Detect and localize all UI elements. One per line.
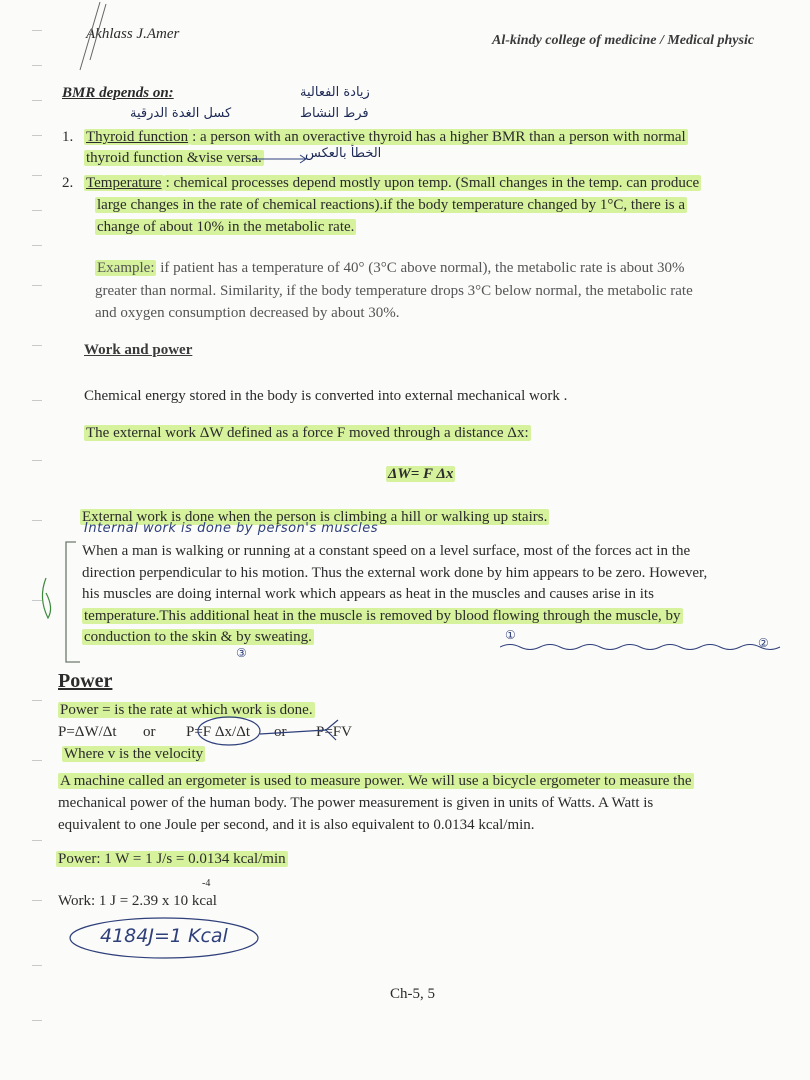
arrow-mark: [250, 154, 310, 164]
page-number: Ch-5, 5: [390, 986, 435, 1002]
ergometer-line1: A machine called an ergometer is used to measure power. We will use a bicycle ergometer to measure the: [60, 773, 692, 789]
work-formula: ΔW= F Δx: [388, 466, 454, 482]
work-units: Work: 1 J = 2.39 x 10 kcal: [58, 893, 217, 909]
internal-work-paragraph: [82, 541, 780, 649]
thyroid-term: Thyroid function: [86, 129, 189, 145]
arabic-note-hypothyroid: كسل الغدة الدرقية: [130, 106, 232, 121]
ergometer-line3: equivalent to one Joule per second, and it is also equivalent to 0.0134 kcal/min.: [58, 817, 535, 833]
example-line2: greater than normal. Similarity, if the body temperature drops 3°C below normal, the metabolic rate: [95, 283, 693, 299]
work-line2: The external work ΔW defined as a force F moved through a distance Δx:: [86, 425, 529, 441]
para-line3: his muscles are doing internal work which appears as heat in the muscles and causes arise in its: [82, 586, 654, 602]
para-line5: conduction to the skin & by sweating.: [84, 629, 312, 645]
handwritten-kcal-note: 4184J=1 Kcal: [100, 925, 228, 947]
circled-mark-3: ③: [236, 646, 247, 660]
list-item-1-number: 1.: [62, 129, 74, 145]
work-units-exponent: -4: [202, 878, 211, 889]
power-formula-b: P=F Δx/Δt: [186, 724, 251, 740]
circled-mark-1: ①: [505, 628, 516, 642]
handwritten-internal-work-note: Internal work is done by person's muscles: [84, 521, 378, 536]
course-title: Al-kindy college of medicine / Medical physic: [492, 33, 755, 48]
example-line1: Example: if patient has a temperature of 40° (3°C above normal), the metabolic rate is about 30%: [97, 260, 685, 276]
example-line3: and oxygen consumption decreased by about 30%.: [95, 305, 400, 321]
list-item-2-line3: change of about 10% in the metabolic rate.: [97, 219, 355, 235]
work-line1: Chemical energy stored in the body is converted into external mechanical work .: [84, 388, 568, 404]
power-or-2: or: [274, 724, 287, 740]
list-item-1-line1: [84, 126, 784, 148]
list-item-2-line1: Temperature : chemical processes depend mostly upon temp. (Small changes in the temp. can produce: [86, 175, 700, 191]
margin-bracket-mark: [36, 538, 86, 668]
power-units: Power: 1 W = 1 J/s = 0.0134 kcal/min: [58, 851, 286, 867]
para-line4: temperature.This additional heat in the muscle is removed by blood flowing through the muscle, by: [84, 607, 681, 624]
power-or-1: or: [143, 724, 156, 740]
author-name: Akhlass J.Amer: [86, 26, 180, 42]
power-formula-a: P=ΔW/Δt: [58, 724, 117, 740]
power-heading: Power: [58, 670, 113, 692]
example-label: Example:: [97, 260, 155, 276]
para-line1: When a man is walking or running at a constant speed on a level surface, most of the forces act in the: [82, 543, 691, 559]
list-item-2-number: 2.: [62, 175, 74, 191]
list-item-2-line2: large changes in the rate of chemical reactions).if the body temperature changed by 1°C, there is a: [97, 197, 685, 213]
bmr-heading: BMR depends on:: [62, 85, 174, 101]
arabic-note-activity: زيادة الفعالية: [300, 85, 370, 100]
thyroid-text: : a person with an overactive thyroid has a higher BMR than a person with normal: [192, 129, 686, 145]
circle-annotation: [196, 712, 346, 748]
ergometer-line2: mechanical power of the human body. The power measurement is given in units of Watts. A Watt is: [58, 795, 654, 811]
circled-mark-2: ②: [758, 636, 769, 650]
para-line2: direction perpendicular to his motion. Thus the external work done by him appears to be zero. However,: [82, 564, 708, 581]
velocity-note: Where v is the velocity: [64, 746, 204, 762]
work-line3: External work is done when the person is climbing a hill or walking up stairs.: [82, 509, 548, 525]
power-formula-c: P=FV: [316, 724, 352, 740]
wavy-underline-mark: [500, 640, 785, 654]
work-power-heading: Work and power: [84, 342, 193, 358]
temperature-term: Temperature: [86, 175, 162, 191]
arabic-note-hyperactivity: فرط النشاط: [300, 106, 369, 121]
power-definition: Power = is the rate at which work is done.: [60, 702, 313, 718]
arabic-note-vice-versa: الخطأ بالعكس: [305, 146, 382, 161]
list-item-1-line2: thyroid function &vise versa.: [86, 150, 262, 166]
